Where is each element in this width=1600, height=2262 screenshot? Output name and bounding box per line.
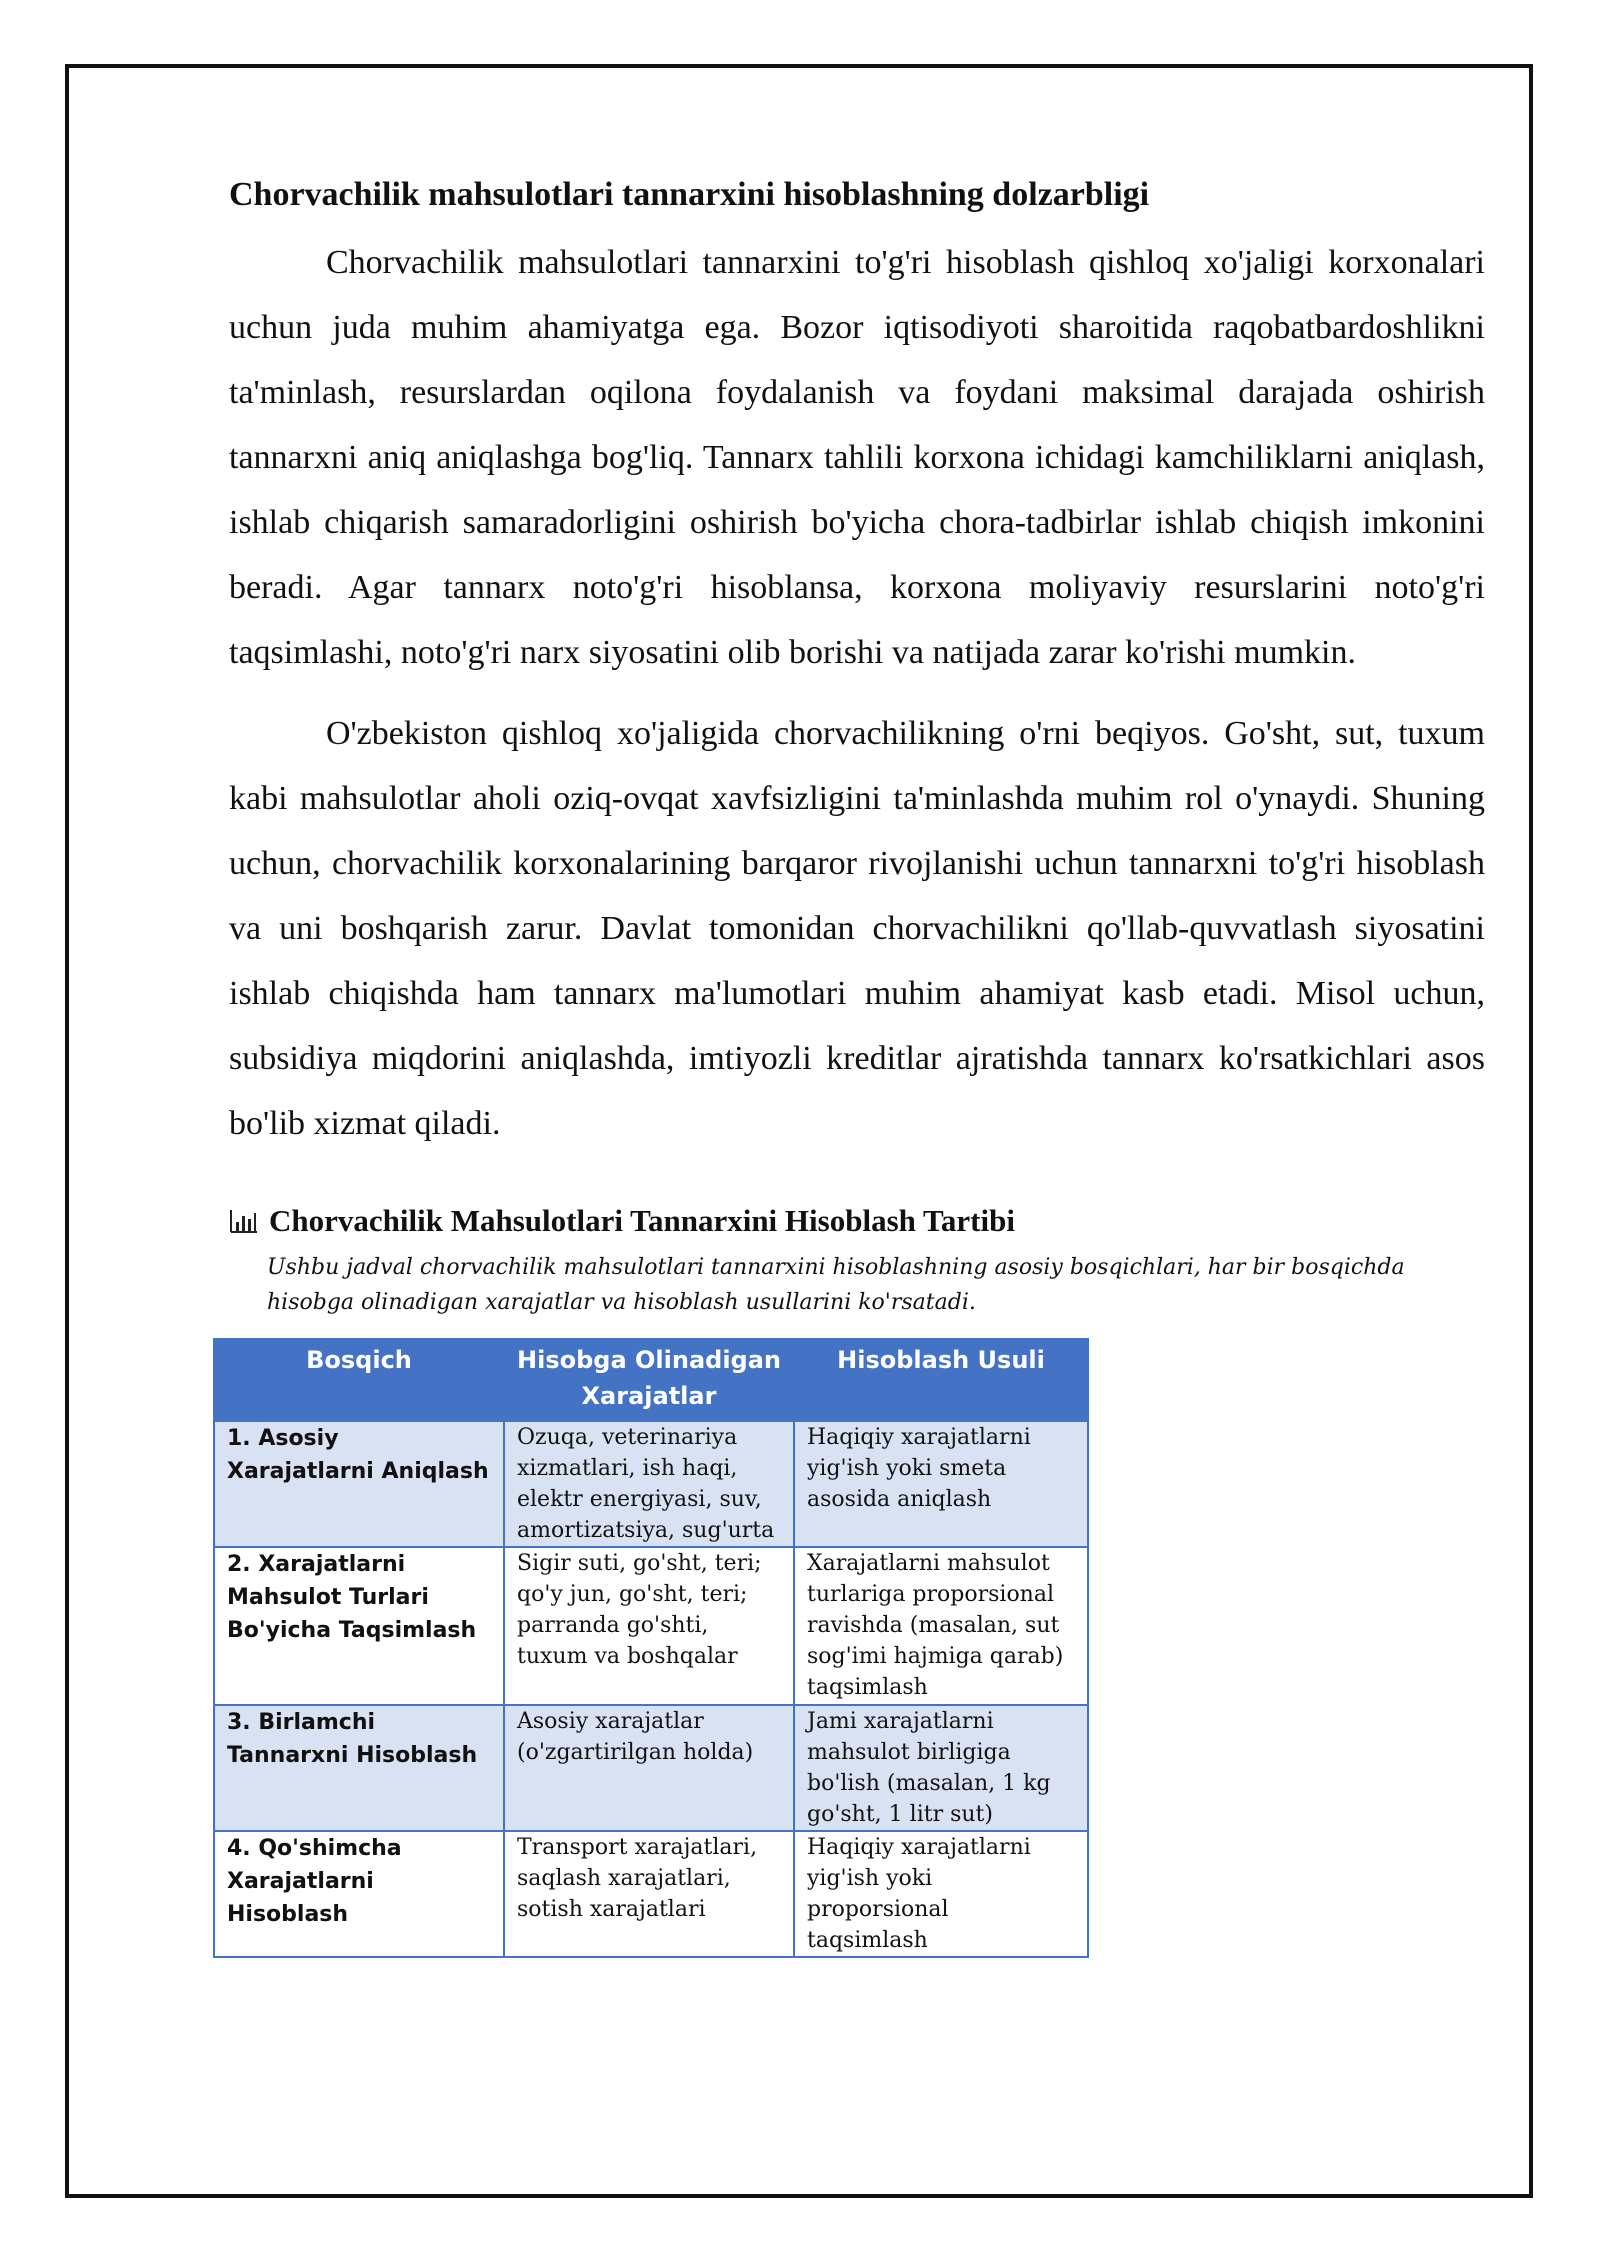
costs-cell: Asosiy xarajatlar (o'zgartirilgan holda) xyxy=(504,1705,794,1831)
method-cell: Haqiqiy xarajatlarni yig'ish yoki proporsional taqsimlash xyxy=(794,1831,1088,1957)
table-row xyxy=(214,1705,1088,1831)
costs-cell: Transport xarajatlari, saqlash xarajatlari, sotish xarajatlari xyxy=(504,1831,794,1957)
bar-chart-icon xyxy=(229,1208,259,1234)
step-cell: 1. Asosiy Xarajatlarni Aniqlash xyxy=(214,1421,504,1547)
step-cell: 2. Xarajatlarni Mahsulot Turlari Bo'yicha Taqsimlash xyxy=(214,1547,504,1705)
table-row xyxy=(214,1421,1088,1547)
paragraph-2: O'zbekiston qishloq xo'jaligida chorvachilikning o'rni beqiyos. Go'sht, sut, tuxum kabi mahsulotlar aholi oziq-ovqat xavfsizligini ta'minlashda muhim rol o'ynaydi. Shuning uchun, chorvachilik korxonalarining barqaror rivojlanishi uchun tannarxni to'g'ri hisoblash va uni boshqarish zarur. Davlat tomonidan chorvachilikni qo'llab-quvvatlash siyosatini ishlab chiqishda ham tannarx ma'lumotlari muhim ahamiyat kasb etadi. Misol uchun, subsidiya miqdorini aniqlashda, imtiyozli kreditlar ajratishda tannarx ko'rsatkichlari asos bo'lib xizmat qiladi. xyxy=(229,715,1485,1142)
column-header: Hisoblash Usuli xyxy=(794,1339,1088,1421)
cost-steps-table xyxy=(213,1338,1089,1958)
table-row xyxy=(214,1831,1088,1957)
column-header: Bosqich xyxy=(214,1339,504,1421)
section-heading: Chorvachilik mahsulotlari tannarxini hisoblashning dolzarbligi xyxy=(229,176,1150,213)
table-row xyxy=(214,1547,1088,1705)
step-cell: 3. Birlamchi Tannarxni Hisoblash xyxy=(214,1705,504,1831)
costs-cell: Ozuqa, veterinariya xizmatlari, ish haqi, elektr energiyasi, suv, amortizatsiya, sug'urta xyxy=(504,1421,794,1547)
table-title xyxy=(229,1200,1485,1242)
step-cell: 4. Qo'shimcha Xarajatlarni Hisoblash xyxy=(214,1831,504,1957)
table-title-text: Chorvachilik Mahsulotlari Tannarxini Hisoblash Tartibi xyxy=(269,1203,1015,1238)
table-section xyxy=(229,1200,1485,1958)
column-header: Hisobga Olinadigan Xarajatlar xyxy=(504,1339,794,1421)
paragraph-1: Chorvachilik mahsulotlari tannarxini to'g'ri hisoblash qishloq xo'jaligi korxonalari uchun juda muhim ahamiyatga ega. Bozor iqtisodiyoti sharoitida raqobatbardoshlikni ta'minlash, resurslardan oqilona foydalanish va foydani maksimal darajada oshirish tannarxni aniq aniqlashga bog'liq. Tannarx tahlili korxona ichidagi kamchiliklarni aniqlash, ishlab chiqarish samaradorligini oshirish bo'yicha chora-tadbirlar ishlab chiqish imkonini beradi. Agar tannarx noto'g'ri hisoblansa, korxona moliyaviy resurslarini noto'g'ri taqsimlashi, noto'g'ri narx siyosatini olib borishi va natijada zarar ko'rishi mumkin. xyxy=(229,244,1485,671)
table-header-row xyxy=(214,1339,1088,1421)
method-cell: Xarajatlarni mahsulot turlariga proporsional ravishda (masalan, sut sog'imi hajmiga qarab) taqsimlash xyxy=(794,1547,1088,1705)
costs-cell: Sigir suti, go'sht, teri; qo'y jun, go'sht, teri; parranda go'shti, tuxum va boshqalar xyxy=(504,1547,794,1705)
table-caption: Ushbu jadval chorvachilik mahsulotlari tannarxini hisoblashning asosiy bosqichlari, har bir bosqichda hisobga olinadigan xarajatlar va hisoblash usullarini ko'rsatadi. xyxy=(267,1255,1405,1315)
method-cell: Jami xarajatlarni mahsulot birligiga bo'lish (masalan, 1 kg go'sht, 1 litr sut) xyxy=(794,1705,1088,1831)
method-cell: Haqiqiy xarajatlarni yig'ish yoki smeta asosida aniqlash xyxy=(794,1421,1088,1547)
document-body xyxy=(229,172,1485,1958)
